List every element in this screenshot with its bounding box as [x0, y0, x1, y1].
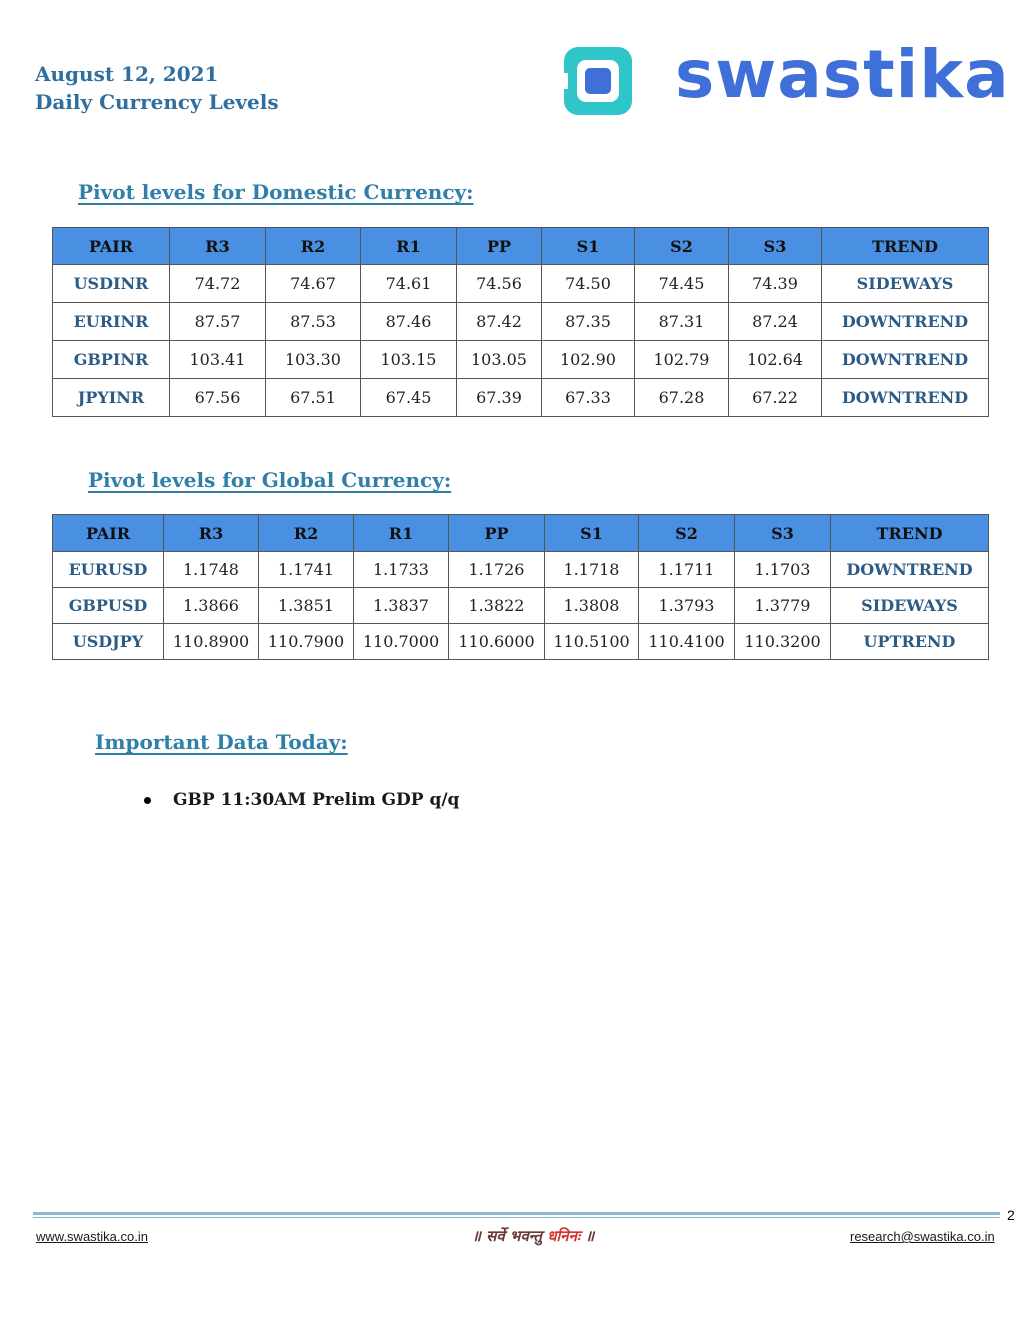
level-cell: 67.56 [170, 379, 266, 417]
level-cell: 1.3822 [449, 588, 545, 624]
page-number: 2 [1007, 1207, 1015, 1223]
table-row [53, 265, 989, 303]
level-cell: 103.30 [266, 341, 361, 379]
swastika-logo [560, 36, 1010, 122]
level-cell: 67.33 [542, 379, 635, 417]
trend-cell: DOWNTREND [822, 341, 989, 379]
column-header: TREND [831, 515, 989, 552]
website-link[interactable]: www.swastika.co.in [36, 1229, 148, 1244]
motto-accent: धनिनः [547, 1227, 580, 1245]
motto-suffix: ॥ [579, 1227, 595, 1245]
logo-mark-icon [560, 43, 636, 119]
level-cell: 1.1726 [449, 552, 545, 588]
trend-cell: DOWNTREND [822, 303, 989, 341]
table-row [53, 624, 989, 660]
bullet-icon [144, 797, 151, 804]
level-cell: 67.39 [457, 379, 542, 417]
level-cell: 74.50 [542, 265, 635, 303]
table-row [53, 588, 989, 624]
level-cell: 110.8900 [164, 624, 259, 660]
pair-cell: JPYINR [53, 379, 170, 417]
level-cell: 1.1703 [735, 552, 831, 588]
level-cell: 110.7900 [259, 624, 354, 660]
level-cell: 103.41 [170, 341, 266, 379]
level-cell: 110.5100 [545, 624, 639, 660]
table-row [53, 379, 989, 417]
level-cell: 103.05 [457, 341, 542, 379]
document-header [35, 60, 279, 116]
list-item-text: GBP 11:30AM Prelim GDP q/q [173, 790, 460, 810]
column-header: PAIR [53, 515, 164, 552]
level-cell: 74.45 [635, 265, 729, 303]
level-cell: 103.15 [361, 341, 457, 379]
level-cell: 87.46 [361, 303, 457, 341]
column-header: R1 [354, 515, 449, 552]
column-header: R2 [259, 515, 354, 552]
report-date: August 12, 2021 [35, 62, 219, 86]
level-cell: 74.39 [729, 265, 822, 303]
table-row [53, 303, 989, 341]
list-item [144, 790, 459, 810]
level-cell: 1.3837 [354, 588, 449, 624]
important-section-title: Important Data Today: [95, 730, 348, 754]
table-row [53, 552, 989, 588]
important-data-list [144, 790, 459, 810]
column-header: S2 [635, 228, 729, 265]
level-cell: 87.53 [266, 303, 361, 341]
level-cell: 87.31 [635, 303, 729, 341]
level-cell: 67.22 [729, 379, 822, 417]
level-cell: 67.28 [635, 379, 729, 417]
domestic-section-title: Pivot levels for Domestic Currency: [78, 180, 474, 204]
level-cell: 1.3866 [164, 588, 259, 624]
trend-cell: DOWNTREND [822, 379, 989, 417]
level-cell: 110.3200 [735, 624, 831, 660]
column-header: PP [449, 515, 545, 552]
report-subtitle: Daily Currency Levels [35, 90, 279, 114]
trend-cell: UPTREND [831, 624, 989, 660]
column-header: PAIR [53, 228, 170, 265]
level-cell: 67.51 [266, 379, 361, 417]
column-header: S2 [639, 515, 735, 552]
level-cell: 102.79 [635, 341, 729, 379]
level-cell: 1.3851 [259, 588, 354, 624]
level-cell: 1.3808 [545, 588, 639, 624]
level-cell: 87.24 [729, 303, 822, 341]
level-cell: 1.3793 [639, 588, 735, 624]
level-cell: 110.7000 [354, 624, 449, 660]
level-cell: 87.42 [457, 303, 542, 341]
level-cell: 1.1748 [164, 552, 259, 588]
level-cell: 67.45 [361, 379, 457, 417]
motto-prefix: ॥ सर्वे भवन्तु [472, 1227, 548, 1245]
pair-cell: GBPINR [53, 341, 170, 379]
level-cell: 1.1741 [259, 552, 354, 588]
level-cell: 102.64 [729, 341, 822, 379]
level-cell: 1.1711 [639, 552, 735, 588]
column-header: S3 [735, 515, 831, 552]
pair-cell: USDINR [53, 265, 170, 303]
global-section-title: Pivot levels for Global Currency: [88, 468, 452, 492]
column-header: S3 [729, 228, 822, 265]
footer-divider [33, 1212, 1000, 1215]
footer-motto [472, 1226, 594, 1246]
column-header: R3 [170, 228, 266, 265]
level-cell: 1.3779 [735, 588, 831, 624]
level-cell: 74.67 [266, 265, 361, 303]
trend-cell: DOWNTREND [831, 552, 989, 588]
level-cell: 87.57 [170, 303, 266, 341]
level-cell: 110.6000 [449, 624, 545, 660]
pair-cell: EURUSD [53, 552, 164, 588]
level-cell: 102.90 [542, 341, 635, 379]
column-header: R1 [361, 228, 457, 265]
domestic-pivot-table [52, 227, 989, 417]
column-header: R3 [164, 515, 259, 552]
level-cell: 110.4100 [639, 624, 735, 660]
level-cell: 87.35 [542, 303, 635, 341]
table-row [53, 341, 989, 379]
level-cell: 74.61 [361, 265, 457, 303]
trend-cell: SIDEWAYS [831, 588, 989, 624]
level-cell: 74.72 [170, 265, 266, 303]
pair-cell: EURINR [53, 303, 170, 341]
column-header: S1 [545, 515, 639, 552]
column-header: TREND [822, 228, 989, 265]
column-header: PP [457, 228, 542, 265]
trend-cell: SIDEWAYS [822, 265, 989, 303]
pair-cell: USDJPY [53, 624, 164, 660]
global-pivot-table [52, 514, 989, 660]
pair-cell: GBPUSD [53, 588, 164, 624]
level-cell: 1.1718 [545, 552, 639, 588]
footer-divider-thin [33, 1217, 1000, 1218]
level-cell: 1.1733 [354, 552, 449, 588]
level-cell: 74.56 [457, 265, 542, 303]
logo-wordmark: swastika [675, 36, 1010, 113]
column-header: R2 [266, 228, 361, 265]
email-link[interactable]: research@swastika.co.in [850, 1229, 995, 1244]
column-header: S1 [542, 228, 635, 265]
